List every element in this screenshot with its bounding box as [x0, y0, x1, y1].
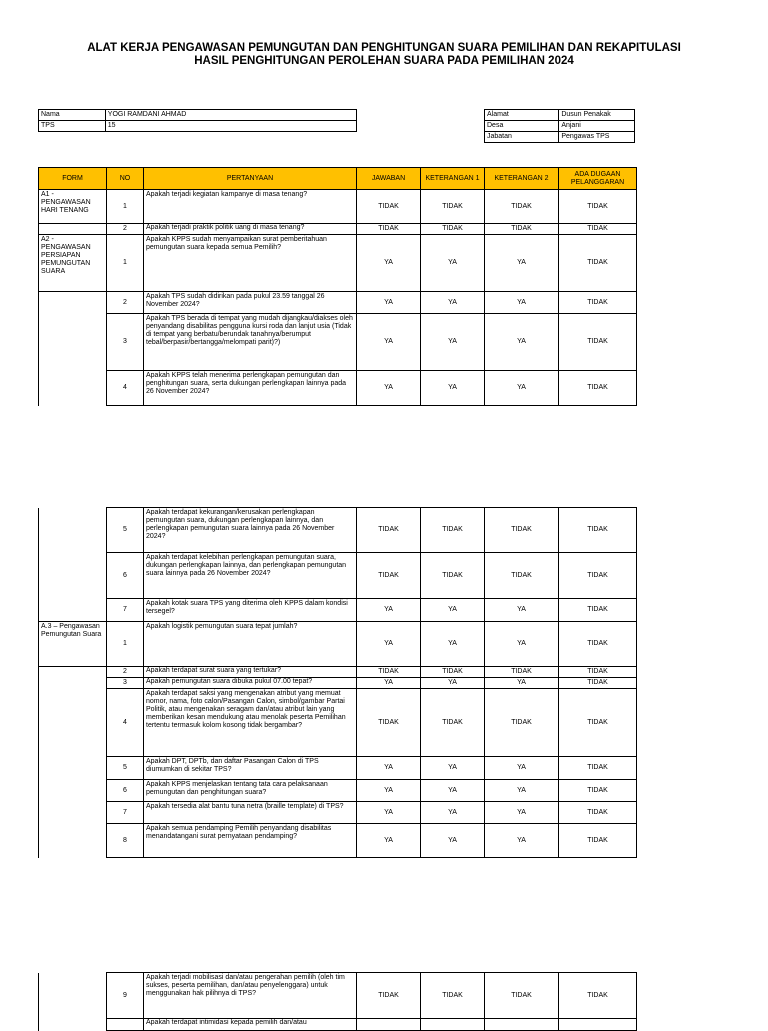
- number-cell: 2: [107, 667, 144, 678]
- table-row: [39, 190, 637, 224]
- jawaban-cell: YA: [357, 678, 421, 689]
- question-cell: Apakah kotak suara TPS yang diterima oleh KPPS dalam kondisi tersegel?: [144, 599, 357, 622]
- number-cell: 7: [107, 599, 144, 622]
- question-cell: Apakah KPPS sudah menyampaikan surat pemberitahuan pemungutan suara kepada semua Pemilih?: [144, 235, 357, 292]
- keterangan-2-cell: YA: [485, 235, 559, 292]
- keterangan-2-cell: [485, 1019, 559, 1031]
- table-header-row: [39, 168, 637, 190]
- dugaan-cell: TIDAK: [559, 508, 637, 553]
- dugaan-cell: [559, 1019, 637, 1031]
- dugaan-cell: TIDAK: [559, 235, 637, 292]
- info-label: Desa: [485, 121, 559, 132]
- table-row: [39, 622, 637, 667]
- header-form: FORM: [39, 168, 107, 190]
- question-cell: Apakah terjadi mobilisasi dan/atau pengerahan pemilih (oleh tim sukses, peserta pemilihan, dan/atau penyelenggara) untuk menggunakan hak pilihnya di TPS?: [144, 973, 357, 1019]
- page-3-rows: [39, 973, 637, 1031]
- header-pertanyaan: PERTANYAAN: [144, 168, 357, 190]
- number-cell: 6: [107, 780, 144, 802]
- keterangan-2-cell: TIDAK: [485, 689, 559, 757]
- number-cell: 2: [107, 292, 144, 314]
- keterangan-2-cell: YA: [485, 599, 559, 622]
- jawaban-cell: YA: [357, 780, 421, 802]
- form-cell: [39, 667, 107, 678]
- keterangan-2-cell: YA: [485, 292, 559, 314]
- keterangan-1-cell: TIDAK: [421, 224, 485, 235]
- keterangan-2-cell: TIDAK: [485, 973, 559, 1019]
- keterangan-2-cell: YA: [485, 780, 559, 802]
- question-cell: Apakah terdapat surat suara yang tertukar?: [144, 667, 357, 678]
- number-cell: 1: [107, 235, 144, 292]
- keterangan-1-cell: YA: [421, 622, 485, 667]
- jawaban-cell: YA: [357, 599, 421, 622]
- form-cell: A1 - PENGAWASAN HARI TENANG: [39, 190, 107, 224]
- number-cell: 4: [107, 371, 144, 406]
- dugaan-cell: TIDAK: [559, 622, 637, 667]
- table-row: [39, 599, 637, 622]
- form-cell: [39, 973, 107, 1019]
- table-row: [39, 689, 637, 757]
- form-cell: [39, 802, 107, 824]
- document-title: [40, 42, 728, 68]
- info-row: [485, 110, 635, 121]
- keterangan-2-cell: YA: [485, 757, 559, 780]
- question-cell: Apakah terdapat intimidasi kepada pemilih dan/atau: [144, 1019, 357, 1031]
- keterangan-1-cell: YA: [421, 802, 485, 824]
- dugaan-cell: TIDAK: [559, 190, 637, 224]
- question-cell: Apakah TPS sudah didirikan pada pukul 23.59 tanggal 26 November 2024?: [144, 292, 357, 314]
- number-cell: 4: [107, 689, 144, 757]
- number-cell: 1: [107, 622, 144, 667]
- keterangan-1-cell: YA: [421, 780, 485, 802]
- table-row: [39, 780, 637, 802]
- jawaban-cell: TIDAK: [357, 553, 421, 599]
- form-cell: [39, 314, 107, 371]
- form-cell: [39, 689, 107, 757]
- table-row: [39, 371, 637, 406]
- jawaban-cell: YA: [357, 757, 421, 780]
- dugaan-cell: TIDAK: [559, 371, 637, 406]
- jawaban-cell: TIDAK: [357, 508, 421, 553]
- question-cell: Apakah terjadi kegiatan kampanye di masa tenang?: [144, 190, 357, 224]
- dugaan-cell: TIDAK: [559, 224, 637, 235]
- keterangan-2-cell: YA: [485, 622, 559, 667]
- keterangan-2-cell: TIDAK: [485, 667, 559, 678]
- question-cell: Apakah terdapat kekurangan/kerusakan perlengkapan pemungutan suara, dukungan perlengkapan lainnya, dan perlengkapan pemungutan suara lainnya pada 26 November 2024?: [144, 508, 357, 553]
- question-cell: Apakah logistik pemungutan suara tepat jumlah?: [144, 622, 357, 667]
- question-cell: Apakah semua pendamping Pemilih penyandang disabilitas menandatangani surat pernyataan pendamping?: [144, 824, 357, 858]
- keterangan-1-cell: YA: [421, 678, 485, 689]
- dugaan-cell: TIDAK: [559, 667, 637, 678]
- number-cell: 3: [107, 678, 144, 689]
- title-line-2: HASIL PENGHITUNGAN PEROLEHAN SUARA PADA PEMILIHAN 2024: [194, 55, 574, 67]
- form-cell: [39, 292, 107, 314]
- number-cell: 2: [107, 224, 144, 235]
- info-value: Pengawas TPS: [559, 132, 635, 143]
- table-row: [39, 553, 637, 599]
- keterangan-2-cell: YA: [485, 371, 559, 406]
- info-table-right: [484, 109, 635, 143]
- keterangan-2-cell: TIDAK: [485, 508, 559, 553]
- form-cell: [39, 824, 107, 858]
- number-cell: 6: [107, 553, 144, 599]
- jawaban-cell: TIDAK: [357, 689, 421, 757]
- keterangan-1-cell: YA: [421, 824, 485, 858]
- table-row: [39, 508, 637, 553]
- table-row: [39, 802, 637, 824]
- jawaban-cell: YA: [357, 235, 421, 292]
- jawaban-cell: YA: [357, 292, 421, 314]
- form-cell: [39, 757, 107, 780]
- jawaban-cell: TIDAK: [357, 973, 421, 1019]
- form-cell: [39, 224, 107, 235]
- number-cell: 3: [107, 314, 144, 371]
- jawaban-cell: YA: [357, 371, 421, 406]
- table-row: [39, 973, 637, 1019]
- jawaban-cell: TIDAK: [357, 190, 421, 224]
- dugaan-cell: TIDAK: [559, 757, 637, 780]
- keterangan-1-cell: YA: [421, 371, 485, 406]
- table-row: [39, 1019, 637, 1031]
- keterangan-1-cell: TIDAK: [421, 689, 485, 757]
- dugaan-cell: TIDAK: [559, 689, 637, 757]
- info-row: [39, 121, 357, 132]
- question-cell: Apakah terdapat saksi yang mengenakan atribut yang memuat nomor, nama, foto calon/Pasangan Calon, simbol/gambar Partai Politik, atau mengenakan seragam dan/atau atribut lain yang memberikan kesan mendukung atau menolak peserta Pemilihan tertentu termasuk kolom kosong tidak bergambar?: [144, 689, 357, 757]
- checklist-table-page-1: [38, 167, 637, 406]
- table-row: [39, 224, 637, 235]
- table-row: [39, 667, 637, 678]
- keterangan-2-cell: YA: [485, 802, 559, 824]
- question-cell: Apakah TPS berada di tempat yang mudah dijangkau/diakses oleh penyandang disabilitas pengguna kursi roda dan lanjut usia (Tidak di tempat yang berbatu/berundak tanahnya/berumput tebal/berpasir/bertangga/melompati parit)?): [144, 314, 357, 371]
- question-cell: Apakah tersedia alat bantu tuna netra (braille template) di TPS?: [144, 802, 357, 824]
- keterangan-2-cell: TIDAK: [485, 190, 559, 224]
- info-value: YOGI RAMDANI AHMAD: [105, 110, 356, 121]
- keterangan-1-cell: TIDAK: [421, 973, 485, 1019]
- form-cell: [39, 1019, 107, 1031]
- info-table-left: [38, 109, 357, 132]
- info-row: [485, 132, 635, 143]
- form-cell: A2 - PENGAWASAN PERSIAPAN PEMUNGUTAN SUARA: [39, 235, 107, 292]
- form-cell: [39, 678, 107, 689]
- number-cell: 7: [107, 802, 144, 824]
- number-cell: [107, 1019, 144, 1031]
- question-cell: Apakah terdapat kelebihan perlengkapan pemungutan suara, dukungan perlengkapan lainnya, dan perlengkapan pemungutan suara lainnya pada 26 November 2024?: [144, 553, 357, 599]
- question-cell: Apakah DPT, DPTb, dan daftar Pasangan Calon di TPS diumumkan di sekitar TPS?: [144, 757, 357, 780]
- table-row: [39, 678, 637, 689]
- jawaban-cell: TIDAK: [357, 224, 421, 235]
- number-cell: 8: [107, 824, 144, 858]
- jawaban-cell: TIDAK: [357, 667, 421, 678]
- header-jawaban: JAWABAN: [357, 168, 421, 190]
- keterangan-1-cell: YA: [421, 292, 485, 314]
- info-value: Dusun Penakak: [559, 110, 635, 121]
- dugaan-cell: TIDAK: [559, 599, 637, 622]
- info-label: Jabatan: [485, 132, 559, 143]
- jawaban-cell: YA: [357, 314, 421, 371]
- question-cell: Apakah KPPS menjelaskan tentang tata cara pelaksanaan pemungutan dan penghitungan suara?: [144, 780, 357, 802]
- header-keterangan-2: KETERANGAN 2: [485, 168, 559, 190]
- dugaan-cell: TIDAK: [559, 678, 637, 689]
- page-1-rows: [39, 190, 637, 406]
- header-ada-dugaan: ADA DUGAAN PELANGGARAN: [559, 168, 637, 190]
- jawaban-cell: YA: [357, 824, 421, 858]
- table-row: [39, 757, 637, 780]
- jawaban-cell: YA: [357, 622, 421, 667]
- info-value: 15: [105, 121, 356, 132]
- keterangan-1-cell: YA: [421, 599, 485, 622]
- question-cell: Apakah pemungutan suara dibuka pukul 07.00 tepat?: [144, 678, 357, 689]
- question-cell: Apakah KPPS telah menerima perlengkapan pemungutan dan penghitungan suara, serta dukungan perlengkapan lainnya pada 26 November 2024?: [144, 371, 357, 406]
- form-cell: [39, 780, 107, 802]
- dugaan-cell: TIDAK: [559, 824, 637, 858]
- form-cell: [39, 508, 107, 553]
- keterangan-2-cell: TIDAK: [485, 224, 559, 235]
- info-row: [39, 110, 357, 121]
- keterangan-1-cell: YA: [421, 757, 485, 780]
- dugaan-cell: TIDAK: [559, 802, 637, 824]
- keterangan-2-cell: YA: [485, 678, 559, 689]
- checklist-table-page-3: [38, 972, 637, 1031]
- keterangan-1-cell: [421, 1019, 485, 1031]
- number-cell: 1: [107, 190, 144, 224]
- header-no: NO: [107, 168, 144, 190]
- keterangan-1-cell: TIDAK: [421, 667, 485, 678]
- table-row: [39, 235, 637, 292]
- info-label: Nama: [39, 110, 106, 121]
- info-value: Anjani: [559, 121, 635, 132]
- keterangan-1-cell: YA: [421, 314, 485, 371]
- info-label: TPS: [39, 121, 106, 132]
- dugaan-cell: TIDAK: [559, 780, 637, 802]
- dugaan-cell: TIDAK: [559, 292, 637, 314]
- keterangan-1-cell: YA: [421, 235, 485, 292]
- keterangan-2-cell: TIDAK: [485, 553, 559, 599]
- keterangan-2-cell: YA: [485, 314, 559, 371]
- table-row: [39, 824, 637, 858]
- dugaan-cell: TIDAK: [559, 314, 637, 371]
- form-cell: A.3 – Pengawasan Pemungutan Suara: [39, 622, 107, 667]
- form-cell: [39, 371, 107, 406]
- header-keterangan-1: KETERANGAN 1: [421, 168, 485, 190]
- dugaan-cell: TIDAK: [559, 553, 637, 599]
- number-cell: 9: [107, 973, 144, 1019]
- info-label: Alamat: [485, 110, 559, 121]
- number-cell: 5: [107, 757, 144, 780]
- keterangan-1-cell: TIDAK: [421, 508, 485, 553]
- form-cell: [39, 599, 107, 622]
- keterangan-1-cell: TIDAK: [421, 190, 485, 224]
- keterangan-2-cell: YA: [485, 824, 559, 858]
- table-row: [39, 314, 637, 371]
- number-cell: 5: [107, 508, 144, 553]
- page-2-rows: [39, 508, 637, 858]
- checklist-table-page-2: [38, 507, 637, 858]
- title-line-1: ALAT KERJA PENGAWASAN PEMUNGUTAN DAN PENGHITUNGAN SUARA PEMILIHAN DAN REKAPITULASI: [87, 42, 681, 54]
- form-cell: [39, 553, 107, 599]
- jawaban-cell: YA: [357, 802, 421, 824]
- question-cell: Apakah terjadi praktik politik uang di masa tenang?: [144, 224, 357, 235]
- info-row: [485, 121, 635, 132]
- keterangan-1-cell: TIDAK: [421, 553, 485, 599]
- dugaan-cell: TIDAK: [559, 973, 637, 1019]
- table-row: [39, 292, 637, 314]
- jawaban-cell: [357, 1019, 421, 1031]
